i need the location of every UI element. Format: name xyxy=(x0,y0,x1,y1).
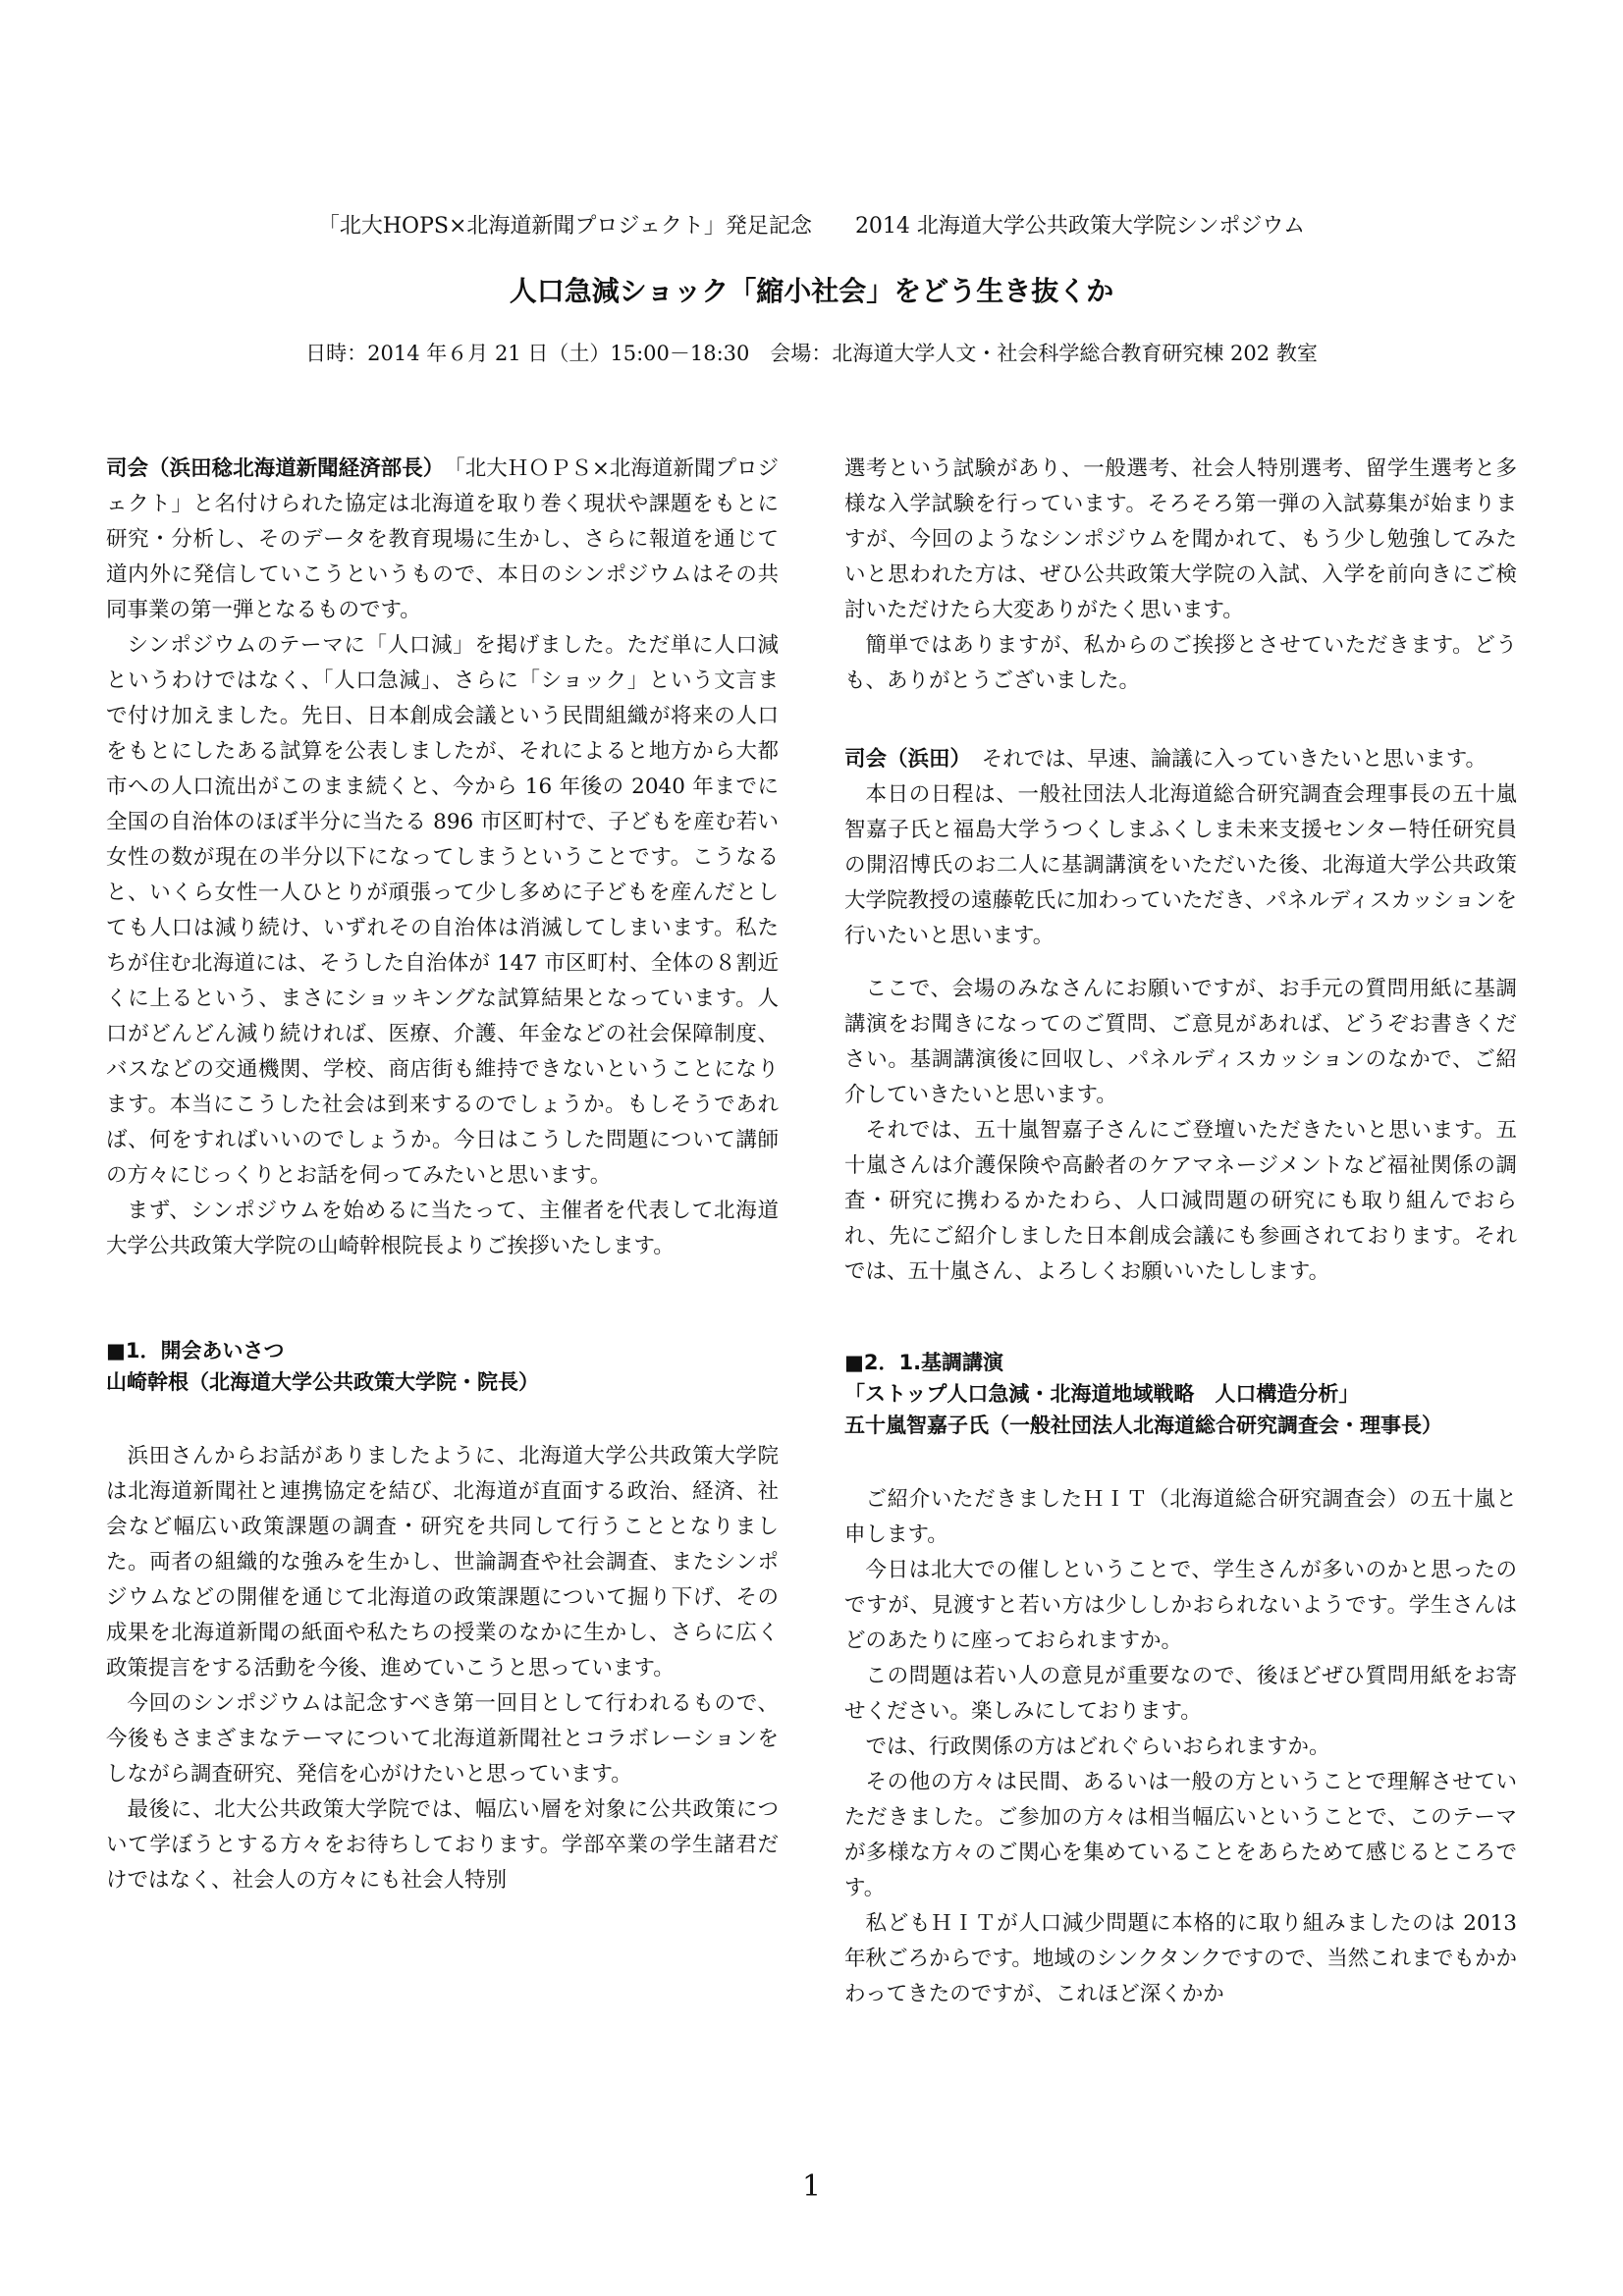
section-speaker: 五十嵐智嘉子氏（一般社団法人北海道総合研究調査会・理事長） xyxy=(844,1414,1442,1437)
paragraph: では、行政関係の方はどれぐらいおられますか。 xyxy=(865,1735,1330,1759)
section-heading: ■2．1.基調講演 xyxy=(844,1351,1004,1374)
event-meta: 日時：2014 年６月 21 日（土）15:00－18:30 会場：北海道大学人文・社会科学総合教育研究棟 202 教室 xyxy=(305,342,1318,365)
document-title: 人口急減ショック「縮小社会」をどう生き抜くか xyxy=(509,275,1114,307)
paragraph xyxy=(844,742,1517,777)
paragraph: 今回のシンポジウムは記念すべき第一回目として行われるもので、今後もさまざまなテーマについて北海道新聞社とコラボレーションをしながら調査研究、発信を心がけたいと思っています。 xyxy=(106,1691,779,1787)
paragraph: この問題は若い人の意見が重要なので、後ほどぜひ質問用紙をお寄せください。楽しみにしております。 xyxy=(844,1664,1517,1724)
left-column xyxy=(106,452,779,1898)
header-event: 2014 北海道大学公共政策大学院シンポジウム xyxy=(854,214,1306,239)
lecture-title: 「ストップ人口急減・北海道地域戦略 人口構造分析」 xyxy=(844,1382,1360,1406)
paragraph: シンポジウムのテーマに「人口減」を掲げました。ただ単に人口減というわけではなく、「人口急減」、さらに「ショック」という文言まで付け加えました。先日、日本創成会議という民間組織が将来の人口をもとにしたある試算を公表しましたが、それによると地方から大都市への人口流出がこのまま続くと、今から 16 年後の 2040 年までに全国の自治体のほぼ半分に当たる 896 市区町村で、子どもを産む若い女性の数が現在の半分以下になってしまうということです。こうなると、いくら女性一人ひとりが頑張って少し多めに子どもを産んだとしても人口は減り続け、いずれその自治体は消滅してしまいます。私たちが住む北海道には、そうした自治体が 147 市区町村、全体の８割近くに上るという、まさにショッキングな試算結果となっています。人口がどんどん減り続ければ、医療、介護、年金などの社会保障制度、バスなどの交通機関、学校、商店街も維持できないということになります。本当にこうした社会は到来するのでしょうか。もしそうであれば、何をすればいいのでしょうか。今日はこうした問題について講師の方々にじっくりとお話を伺ってみたいと思います。 xyxy=(106,633,779,1188)
paragraph: 私どもＨＩＴが人口減少問題に本格的に取り組みましたのは 2013 年秋ごろからです。地域のシンクタンクですので、当然これまでもかかわってきたのですが、これほど深くかか xyxy=(844,1911,1517,2006)
paragraph: 浜田さんからお話がありましたように、北海道大学公共政策大学院は北海道新聞社と連携協定を結び、北海道が直面する政治、経済、社会など幅広い政策課題の調査・研究を共同して行うこととなりました。両者の組織的な強みを生かし、世論調査や社会調査、またシンポジウムなどの開催を通じて北海道の政策課題について掘り下げ、その成果を北海道新聞の紙面や私たちの授業のなかに生かし、さらに広く政策提言をする活動を今後、進めていこうと思っています。 xyxy=(106,1444,779,1681)
paragraph: それでは、五十嵐智嘉子さんにご登壇いただきたいと思います。五十嵐さんは介護保険や高齢者のケアマネージメントなど福祉関係の調査・研究に携わるかたわら、人口減問題の研究にも取り組んでおられ、先にご紹介しました日本創成会議にも参画されております。それでは、五十嵐さん、よろしくお願いいたしします。 xyxy=(844,1118,1517,1284)
header-project: 「北大HOPS×北海道新聞プロジェクト」発足記念 xyxy=(317,214,812,239)
paragraph: まず、シンポジウムを始めるに当たって、主催者を代表して北海道大学公共政策大学院の山崎幹根院長よりご挨拶いたします。 xyxy=(106,1199,779,1258)
paragraph: ここで、会場のみなさんにお願いですが、お手元の質問用紙に基調講演をお聞きになってのご質問、ご意見があれば、どうぞお書きください。基調講演後に回収し、パネルディスカッションのなかで、ご紹介していきたいと思います。 xyxy=(844,977,1517,1107)
page-number: 1 xyxy=(801,2169,822,2204)
paragraph xyxy=(106,452,779,628)
header-line xyxy=(0,209,1623,240)
paragraph: その他の方々は民間、あるいは一般の方ということで理解させていただきました。ご参加の方々は相当幅広いということで、このテーマが多様な方々のご関心を集めていることをあらためて感じるところです。 xyxy=(844,1770,1517,1900)
paragraph-text: それでは、早速、論議に入っていきたいと思います。 xyxy=(981,747,1488,772)
paragraph: 簡単ではありますが、私からのご挨拶とさせていただきます。どうも、ありがとうございました。 xyxy=(844,633,1517,693)
speaker-label: 司会（浜田稔北海道新聞経済部長） xyxy=(106,456,445,481)
section-speaker: 山崎幹根（北海道大学公共政策大学院・院長） xyxy=(106,1370,539,1394)
paragraph: 最後に、北大公共政策大学院では、幅広い層を対象に公共政策について学ぼうとする方々をお待ちしております。学部卒業の学生諸君だけではなく、社会人の方々にも社会人特別 xyxy=(106,1797,779,1893)
right-column xyxy=(844,452,1517,2012)
paragraph: 本日の日程は、一般社団法人北海道総合研究調査会理事長の五十嵐智嘉子氏と福島大学うつくしまふくしま未来支援センター特任研究員の開沼博氏のお二人に基調講演をいただいた後、北海道大学公共政策大学院教授の遠藤乾氏に加わっていただき、パネルディスカッションを行いたいと思います。 xyxy=(844,782,1517,948)
section-heading: ■1．開会あいさつ xyxy=(106,1339,285,1362)
speaker-label: 司会（浜田） xyxy=(844,747,972,772)
paragraph: 今日は北大での催しということで、学生さんが多いのかと思ったのですが、見渡すと若い方は少ししかおられないようです。学生さんはどのあたりに座っておられますか。 xyxy=(844,1558,1517,1653)
paragraph: 選考という試験があり、一般選考、社会人特別選考、留学生選考と多様な入学試験を行っています。そろそろ第一弾の入試募集が始まりますが、今回のようなシンポジウムを聞かれて、もう少し勉強してみたいと思われた方は、ぜひ公共政策大学院の入試、入学を前向きにご検討いただけたら大変ありがたく思います。 xyxy=(844,456,1517,622)
paragraph-text: 「北大ＨＯＰＳ×北海道新聞プロジェクト」と名付けられた協定は北海道を取り巻く現状や課題をもとに研究・分析し、そのデータを教育現場に生かし、さらに報道を通じて道内外に発信していこうというもので、本日のシンポジウムはその共同事業の第一弾となるものです。 xyxy=(106,456,779,622)
paragraph: ご紹介いただきましたＨＩＴ（北海道総合研究調査会）の五十嵐と申します。 xyxy=(844,1487,1517,1547)
